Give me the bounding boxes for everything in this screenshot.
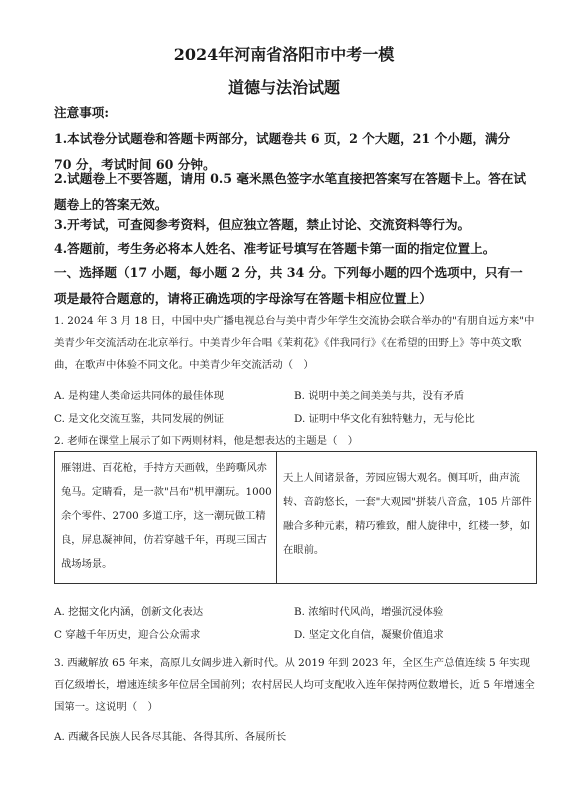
question-1-option-b: B. 说明中美之间美美与共，没有矛盾 [294, 390, 465, 402]
section-heading: 一、选择题（17 小题，每小题 2 分，共 34 分。下列每小题的四个选项中，只有一项是最符合题意的，请将正确选项的字母涂写在答题卡相应位置上） [54, 265, 523, 306]
material-left: 雁翎进、百花枪，手持方天画戟，坐跨嘶风赤兔马。定睛看，是一款"吕布"机甲潮玩。1000 余个零件、2700 多道工序，这一潮玩做工精良，屏息凝神间，仿若穿越千年，再现三国古战场场景。 [61, 462, 272, 570]
material-table [54, 451, 537, 584]
question-1-option-c: C. 是文化交流互鉴，共同发展的例证 [54, 413, 225, 425]
note-1: 1.本试卷分试题卷和答题卡两部分，试题卷共 6 页，2 个大题，21 个小题，满分 70 分，考试时间 60 分钟。 [54, 131, 511, 172]
table-divider [276, 452, 277, 583]
question-2-option-a: A. 挖掘文化内涵，创新文化表达 [54, 606, 204, 618]
question-2-option-c: C 穿越千年历史，迎合公众需求 [54, 629, 201, 641]
question-3-option-a: A. 西藏各民族人民各尽其能、各得其所、各展所长 [54, 731, 287, 743]
question-1-stem: 1. 2024 年 3 月 18 日，中国中央广播电视总台与美中青少年学生交流协会联合举办的"有朋自远方来"中美青少年交流活动在北京举行。中美青少年合唱《茉莉花》《伴我同行》《在希望的田野上》等中英文歌曲，在歌声中体验不同文化。中美青少年交流活动（ ） [54, 315, 535, 371]
question-1-option-d: D. 证明中华文化有独特魅力，无与伦比 [294, 413, 475, 425]
note-4: 4.答题前，考生务必将本人姓名、准考证号填写在答题卡第一面的指定位置上。 [54, 241, 496, 256]
exam-subtitle: 道德与法治试题 [227, 78, 340, 97]
note-2: 2.试题卷上不要答题，请用 0.5 毫米黑色签字水笔直接把答案写在答题卡上。答在试题卷上的答案无效。 [54, 171, 527, 212]
question-2-option-b: B. 浓缩时代风尚，增强沉浸体验 [294, 606, 444, 618]
question-2-option-d: D. 坚定文化自信，凝聚价值追求 [294, 629, 444, 641]
notes-heading: 注意事项: [54, 105, 110, 120]
question-2-stem: 2. 老师在课堂上展示了如下两则材料，他是想表达的主题是（ ） [54, 435, 359, 447]
note-3: 3.开考试，可查阅参考资料，但应独立答题，禁止讨论、交流资料等行为。 [54, 217, 471, 232]
material-right: 天上人间诸景备，芳园应锡大观名。侧耳听，曲声流转、音韵悠长，一套"大观园"拼装八音盒，105 片部件融合多种元素，精巧雅致，酣人旋律中，红楼一梦，如在眼前。 [283, 472, 532, 556]
question-3-stem: 3. 西藏解放 65 年来，高原儿女阔步进入新时代。从 2019 年到 2023 年，全区生产总值连续 5 年实现百亿级增长，增速连续多年位居全国前列；农村居民人均可支配收入连年保持两位数增长，近 5 年增速全国第一。这说明（ ） [54, 657, 535, 713]
exam-title: 2024年河南省洛阳市中考一模 [173, 45, 395, 64]
question-1-option-a: A. 是构建人类命运共同体的最佳体现 [54, 390, 224, 402]
